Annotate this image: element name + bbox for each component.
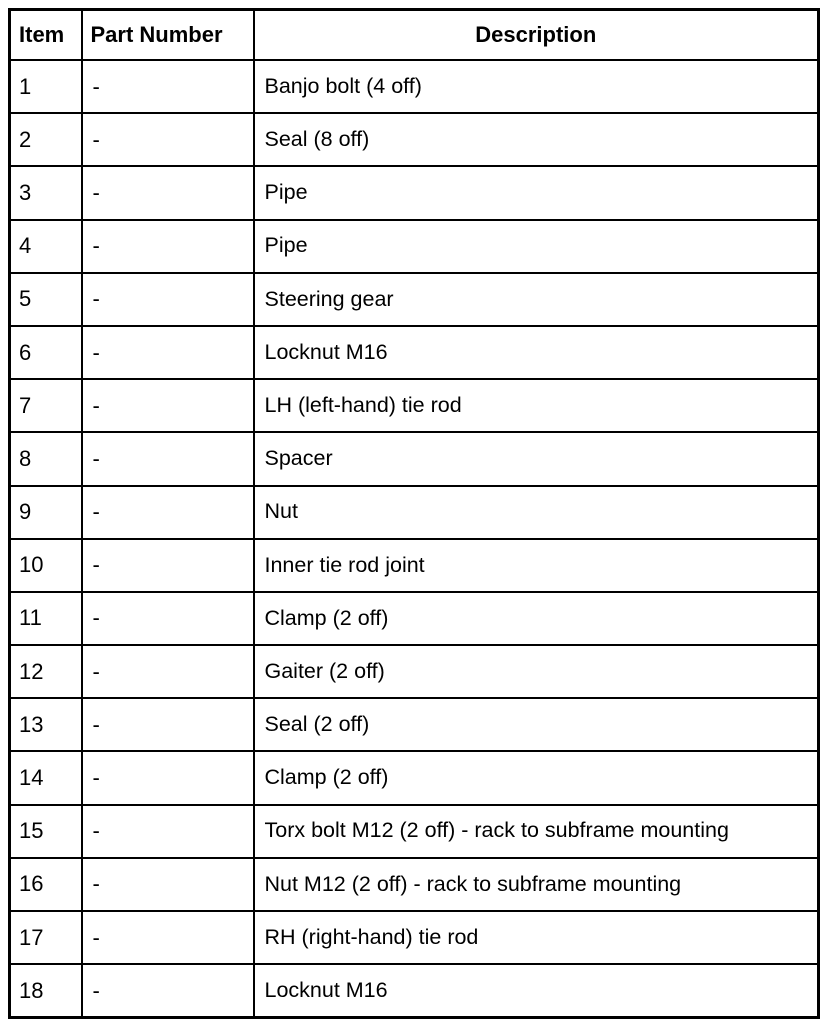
part-number-cell: - — [82, 379, 254, 432]
description-cell: Seal (2 off) — [254, 698, 819, 751]
part-number-cell: - — [82, 751, 254, 804]
table-body — [10, 60, 819, 1018]
item-column-header: Item — [10, 10, 82, 61]
part-number-cell: - — [82, 166, 254, 219]
description-cell: Locknut M16 — [254, 326, 819, 379]
description-cell: Banjo bolt (4 off) — [254, 60, 819, 113]
table-row — [10, 592, 819, 645]
table-row — [10, 858, 819, 911]
item-cell: 17 — [10, 911, 82, 964]
item-cell: 3 — [10, 166, 82, 219]
description-cell: Gaiter (2 off) — [254, 645, 819, 698]
description-cell: Pipe — [254, 220, 819, 273]
description-cell: LH (left-hand) tie rod — [254, 379, 819, 432]
table-row — [10, 486, 819, 539]
table-row — [10, 964, 819, 1018]
item-cell: 2 — [10, 113, 82, 166]
item-cell: 14 — [10, 751, 82, 804]
description-cell: RH (right-hand) tie rod — [254, 911, 819, 964]
item-cell: 5 — [10, 273, 82, 326]
part-number-cell: - — [82, 432, 254, 485]
item-cell: 13 — [10, 698, 82, 751]
item-cell: 1 — [10, 60, 82, 113]
part-number-cell: - — [82, 592, 254, 645]
item-cell: 4 — [10, 220, 82, 273]
table-row — [10, 379, 819, 432]
table-row — [10, 805, 819, 858]
description-cell: Clamp (2 off) — [254, 592, 819, 645]
table-row — [10, 60, 819, 113]
description-cell: Inner tie rod joint — [254, 539, 819, 592]
table-row — [10, 698, 819, 751]
item-cell: 12 — [10, 645, 82, 698]
description-cell: Seal (8 off) — [254, 113, 819, 166]
part-number-cell: - — [82, 113, 254, 166]
table-row — [10, 751, 819, 804]
table-row — [10, 220, 819, 273]
item-cell: 6 — [10, 326, 82, 379]
part-number-cell: - — [82, 645, 254, 698]
part-number-cell: - — [82, 805, 254, 858]
table-row — [10, 539, 819, 592]
part-number-cell: - — [82, 539, 254, 592]
part-number-cell: - — [82, 964, 254, 1018]
header-row — [10, 10, 819, 61]
item-cell: 16 — [10, 858, 82, 911]
parts-table — [8, 8, 820, 1019]
description-cell: Nut M12 (2 off) - rack to subframe mounting — [254, 858, 819, 911]
table-row — [10, 432, 819, 485]
part-number-cell: - — [82, 326, 254, 379]
description-cell: Pipe — [254, 166, 819, 219]
table-header — [10, 10, 819, 61]
part-number-cell: - — [82, 698, 254, 751]
part-number-cell: - — [82, 220, 254, 273]
description-cell: Torx bolt M12 (2 off) - rack to subframe mounting — [254, 805, 819, 858]
item-cell: 10 — [10, 539, 82, 592]
part-number-cell: - — [82, 911, 254, 964]
part-number-cell: - — [82, 858, 254, 911]
table-row — [10, 113, 819, 166]
description-cell: Locknut M16 — [254, 964, 819, 1018]
description-cell: Steering gear — [254, 273, 819, 326]
part-number-column-header: Part Number — [82, 10, 254, 61]
description-column-header: Description — [254, 10, 819, 61]
description-cell: Nut — [254, 486, 819, 539]
item-cell: 11 — [10, 592, 82, 645]
description-cell: Clamp (2 off) — [254, 751, 819, 804]
table-row — [10, 326, 819, 379]
item-cell: 9 — [10, 486, 82, 539]
table-row — [10, 166, 819, 219]
part-number-cell: - — [82, 273, 254, 326]
item-cell: 7 — [10, 379, 82, 432]
table-row — [10, 273, 819, 326]
part-number-cell: - — [82, 486, 254, 539]
item-cell: 8 — [10, 432, 82, 485]
table-row — [10, 911, 819, 964]
table-row — [10, 645, 819, 698]
part-number-cell: - — [82, 60, 254, 113]
item-cell: 15 — [10, 805, 82, 858]
item-cell: 18 — [10, 964, 82, 1018]
description-cell: Spacer — [254, 432, 819, 485]
